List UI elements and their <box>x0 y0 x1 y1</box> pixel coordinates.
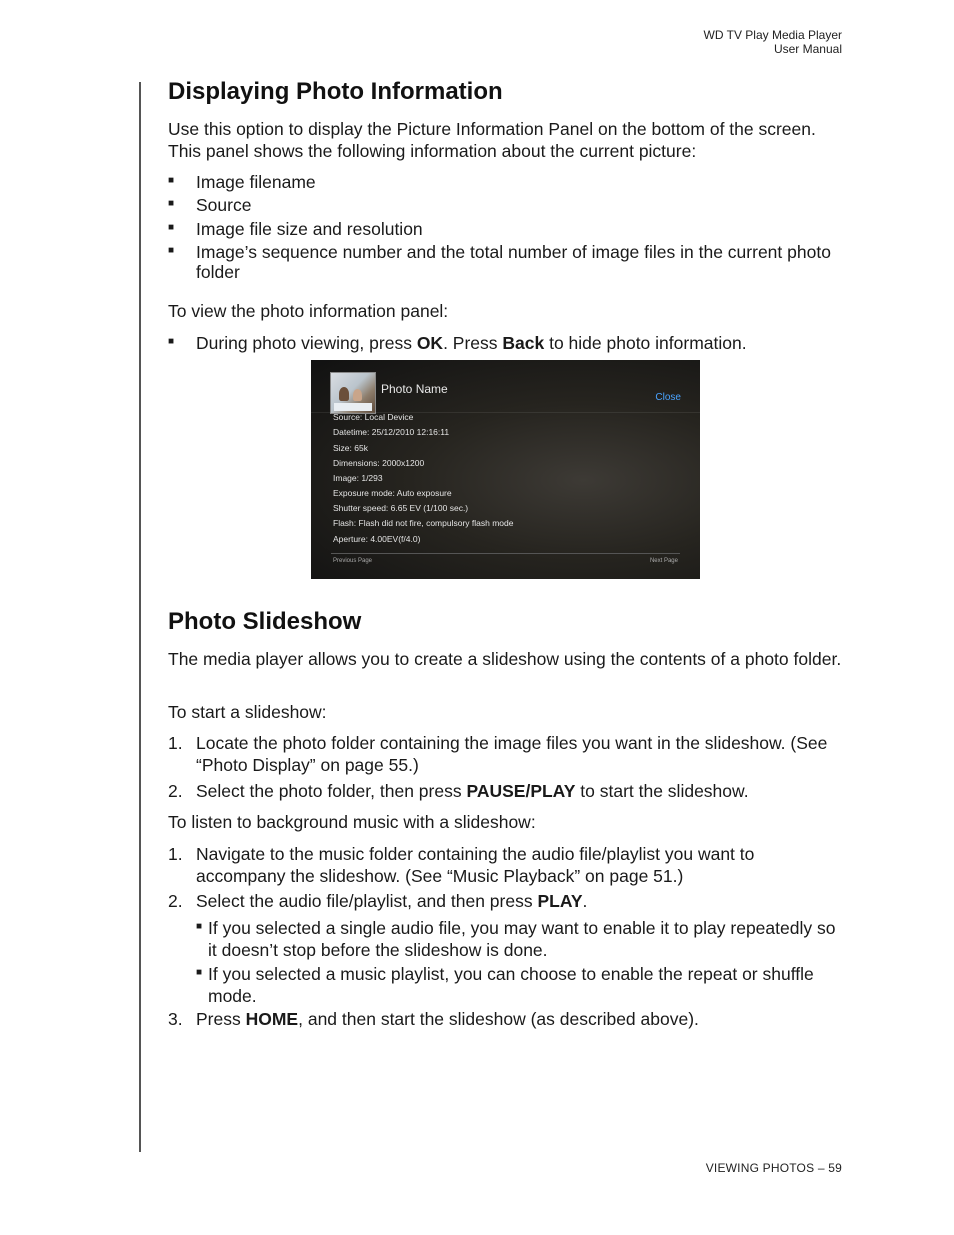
bullet-icon: ■ <box>168 198 175 209</box>
view-step: During photo viewing, press OK. Press Back to hide photo information. <box>196 333 747 353</box>
footer-section: VIEWING PHOTOS <box>705 1161 815 1175</box>
header-doc-type: User Manual <box>773 42 842 56</box>
section-title-photo-information: Displaying Photo Information <box>168 78 503 105</box>
info-exposure: Exposure mode: Auto exposure <box>333 488 452 498</box>
info-size: Size: 65k <box>333 443 368 453</box>
view-panel-intro: To view the photo information panel: <box>168 301 449 321</box>
start-slideshow-intro: To start a slideshow: <box>168 702 327 722</box>
bullet-icon: ■ <box>196 967 203 978</box>
bullet-icon: ■ <box>168 245 175 256</box>
bullet-icon: ■ <box>168 222 175 233</box>
header-product: WD TV Play Media Player <box>703 28 842 42</box>
close-button[interactable]: Close <box>655 392 681 403</box>
previous-page-button[interactable]: Previous Page <box>333 558 373 564</box>
section1-intro: Use this option to display the Picture Information Panel on the bottom of the screen. This panel shows the following information about the current picture: <box>168 119 816 161</box>
page-footer: VIEWING PHOTOS – 59 <box>705 1161 842 1175</box>
section2-intro: The media player allows you to create a slideshow using the contents of a photo folder. <box>168 649 842 669</box>
bullet-icon: ■ <box>168 336 175 347</box>
info-aperture: Aperture: 4.00EV(f/4.0) <box>333 534 421 544</box>
margin-rule <box>139 82 141 1152</box>
section-title-photo-slideshow: Photo Slideshow <box>168 608 362 635</box>
photo-name-label: Photo Name <box>381 382 448 396</box>
page-number: 59 <box>828 1161 842 1175</box>
info-image: Image: 1/293 <box>333 473 383 483</box>
photo-thumbnail <box>330 372 376 414</box>
info-shutter: Shutter speed: 6.65 EV (1/100 sec.) <box>333 503 469 513</box>
bullet-icon: ■ <box>168 175 175 186</box>
info-source: Source: Local Device <box>333 412 414 422</box>
next-page-button[interactable]: Next Page <box>649 558 678 564</box>
info-datetime: Datetime: 25/12/2010 12:16:11 <box>333 427 450 437</box>
info-flash: Flash: Flash did not fire, compulsory flash mode <box>333 518 514 528</box>
info-dimensions: Dimensions: 2000x1200 <box>333 458 425 468</box>
music-intro: To listen to background music with a slideshow: <box>168 812 536 832</box>
bullet-icon: ■ <box>196 921 203 932</box>
photo-info-panel-screenshot <box>311 360 700 579</box>
running-header <box>704 28 843 56</box>
